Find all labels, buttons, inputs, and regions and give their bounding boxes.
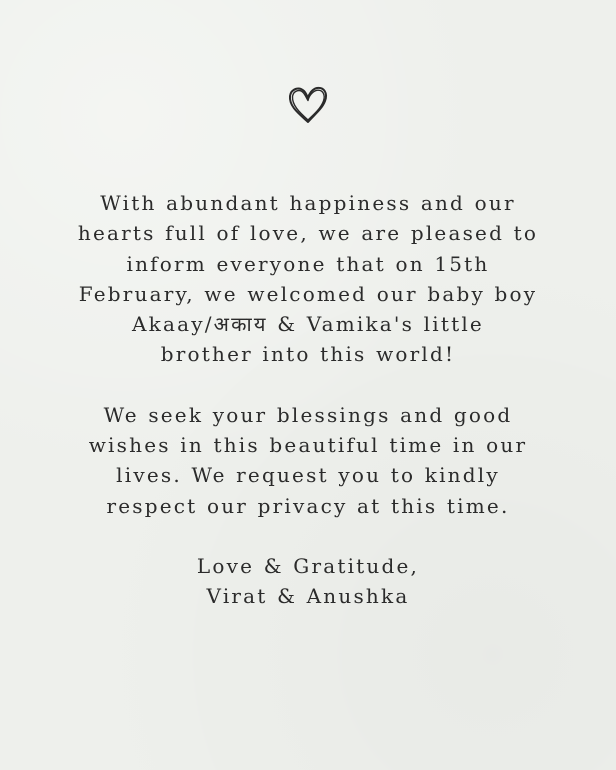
text-line: lives. We request you to kindly xyxy=(116,463,500,488)
signature-names: Virat & Anushka xyxy=(206,584,410,609)
text-line: February, we welcomed our baby boy xyxy=(78,281,538,306)
paragraph-announcement xyxy=(40,188,576,370)
paragraph-request xyxy=(40,400,576,521)
text-line: brother into this world! xyxy=(160,342,456,367)
announcement-text xyxy=(40,188,576,612)
text-line: With abundant happiness and our xyxy=(100,191,516,215)
text-line: Akaay/अकाय & Vamika's little xyxy=(132,312,484,337)
text-line: respect our privacy at this time. xyxy=(106,493,510,518)
text-line: wishes in this beautiful time in our xyxy=(88,433,528,458)
text-line: inform everyone that on 15th xyxy=(126,251,490,276)
signoff xyxy=(40,551,576,612)
heart-icon xyxy=(284,80,332,128)
signoff-line: Love & Gratitude, xyxy=(196,553,420,578)
text-line: We seek your blessings and good xyxy=(103,402,513,427)
text-line: hearts full of love, we are pleased to xyxy=(77,221,539,246)
